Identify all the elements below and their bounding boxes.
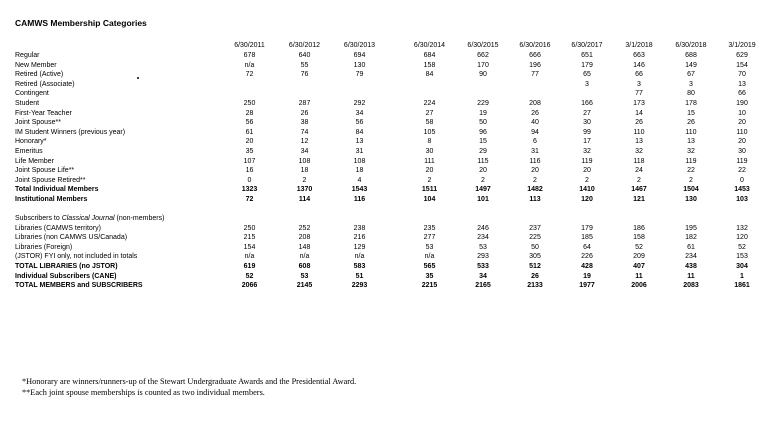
table-cell: 26 <box>635 119 643 127</box>
table-cell: 1453 <box>734 186 750 194</box>
table-cell: 186 <box>633 224 645 232</box>
table-cell: 2133 <box>527 282 543 290</box>
footnote-joint-spouse: **Each joint spouse memberships is counted as two individual members. <box>22 388 265 397</box>
table-row <box>15 99 767 109</box>
table-cell: 55 <box>300 61 309 69</box>
table-cell: 2066 <box>241 282 258 290</box>
table-cell: 2 <box>427 176 432 184</box>
table-cell: 132 <box>736 224 748 232</box>
row-label: Joint Spouse Retired** <box>15 176 86 184</box>
row-label: Contingent <box>15 90 49 98</box>
table-cell: 8 <box>427 138 432 146</box>
table-cell: 66 <box>738 90 746 98</box>
row-label: TOTAL MEMBERS and SUBSCRIBERS <box>15 282 143 290</box>
table-cell: 120 <box>736 234 748 242</box>
table-cell: 53 <box>300 272 309 280</box>
table-cell: 533 <box>477 263 489 271</box>
table-cell: 119 <box>581 157 593 165</box>
table-cell: 24 <box>635 167 643 175</box>
table-cell: 35 <box>425 272 434 280</box>
row-label: First-Year Teacher <box>15 109 72 117</box>
table-cell: 662 <box>477 52 489 59</box>
table-cell: 0 <box>740 176 744 184</box>
table-cell: 130 <box>353 61 366 69</box>
table-cell: 250 <box>243 99 256 107</box>
table-cell: 110 <box>685 128 697 136</box>
table-cell <box>332 80 387 90</box>
table-cell: 110 <box>736 128 748 136</box>
table-cell: 26 <box>300 109 309 117</box>
table-cell: 15 <box>687 109 695 117</box>
column-header: 3/1/2019 <box>728 42 756 49</box>
table-cell: 305 <box>529 253 541 261</box>
table-row <box>15 70 767 80</box>
table-cell: 208 <box>529 99 541 107</box>
table-cell: n/a <box>299 253 310 261</box>
table-cell: 53 <box>479 243 487 251</box>
table-cell: 225 <box>529 234 541 242</box>
table-cell: 79 <box>355 71 364 79</box>
row-label: Libraries (non CAMWS US/Canada) <box>15 234 128 242</box>
row-label: Joint Spouse Life** <box>15 167 75 175</box>
table-cell: 32 <box>635 147 643 155</box>
table-cell: 77 <box>531 71 539 79</box>
table-cell: 154 <box>736 61 748 69</box>
table-row <box>15 80 767 90</box>
table-cell: 13 <box>635 138 643 146</box>
table-cell: 56 <box>245 119 254 127</box>
table-cell: 20 <box>425 167 434 175</box>
table-cell: 34 <box>300 147 309 155</box>
table-cell: 224 <box>423 99 436 107</box>
table-cell: 115 <box>477 157 489 165</box>
subscriber-header: Subscribers to Classical Journal (non-members) <box>15 215 165 223</box>
table-cell: 2083 <box>683 282 699 290</box>
table-cell: 304 <box>736 263 748 271</box>
spacer-rows <box>15 205 767 224</box>
table-cell: 90 <box>479 71 487 79</box>
table-cell: 583 <box>353 263 366 271</box>
table-cell: 13 <box>355 138 364 146</box>
table-cell: 209 <box>633 253 645 261</box>
footnote-honorary: *Honorary are winners/runners-up of the Stewart Undergraduate Awards and the Presidential Award. <box>22 377 357 386</box>
membership-table <box>15 40 767 291</box>
table-cell: 19 <box>479 109 487 117</box>
table-cell <box>457 89 509 99</box>
table-cell: 28 <box>245 109 254 117</box>
table-cell <box>509 80 561 90</box>
table-cell: 84 <box>355 128 364 136</box>
table-cell: 2293 <box>351 282 368 290</box>
row-label: Regular <box>15 52 40 59</box>
table-cell <box>402 89 457 99</box>
column-header: 6/30/2017 <box>571 42 603 49</box>
table-cell: 226 <box>581 253 593 261</box>
table-cell: 66 <box>635 71 643 79</box>
table-cell: 27 <box>583 109 591 117</box>
table-row <box>15 252 767 262</box>
table-cell: 1410 <box>579 186 595 194</box>
table-cell: 104 <box>423 195 436 203</box>
table-cell: 407 <box>633 263 645 271</box>
column-header: 6/30/2014 <box>413 42 446 49</box>
table-cell: 40 <box>531 119 539 127</box>
table-cell: 2165 <box>475 282 491 290</box>
table-cell: 22 <box>738 167 746 175</box>
table-cell: 666 <box>529 52 541 59</box>
table-cell: 293 <box>477 253 489 261</box>
table-row <box>15 272 767 282</box>
table-cell: 238 <box>353 224 366 232</box>
table-cell: 3 <box>585 80 589 88</box>
table-cell <box>509 89 561 99</box>
table-cell: n/a <box>354 253 365 261</box>
table-cell: 2215 <box>421 282 438 290</box>
table-cell: 3 <box>689 80 693 88</box>
table-cell: 4 <box>357 176 362 184</box>
table-cell: 2 <box>302 176 307 184</box>
row-label: Emeritus <box>15 147 43 155</box>
table-cell: 2 <box>689 176 693 184</box>
table-cell: 51 <box>355 272 364 280</box>
table-cell: 1543 <box>351 186 368 194</box>
table-cell: 101 <box>477 195 489 203</box>
table-cell: 30 <box>738 147 746 155</box>
row-label: Total Individual Members <box>15 186 99 194</box>
table-cell: 30 <box>583 119 591 127</box>
table-cell: 1467 <box>631 186 647 194</box>
column-header: 6/30/2015 <box>467 42 499 49</box>
table-cell: 6 <box>533 138 537 146</box>
table-row <box>15 176 767 186</box>
table-cell: 149 <box>685 61 697 69</box>
table-cell: 216 <box>353 234 366 242</box>
table-cell: 608 <box>298 263 311 271</box>
row-label: Individual Subscribers (CANE) <box>15 272 117 280</box>
table-cell: 170 <box>477 61 489 69</box>
table-cell: 148 <box>298 243 311 251</box>
table-cell: 1 <box>740 272 744 280</box>
table-cell: 118 <box>633 157 645 165</box>
table-cell: 121 <box>633 195 645 203</box>
row-label: TOTAL LIBRARIES (no JSTOR) <box>15 263 118 271</box>
table-cell: 678 <box>243 52 256 59</box>
table-cell <box>222 80 277 90</box>
table-cell: 35 <box>245 147 254 155</box>
table-cell: 67 <box>687 71 695 79</box>
table-cell: 287 <box>298 99 311 107</box>
table-cell: 154 <box>243 243 256 251</box>
table-cell <box>561 89 613 99</box>
table-cell: 190 <box>736 99 748 107</box>
table-cell: 2 <box>637 176 641 184</box>
table-cell: 50 <box>479 119 487 127</box>
row-label: Retired (Active) <box>15 71 64 79</box>
table-cell: 1511 <box>421 186 438 194</box>
table-cell: 18 <box>355 167 364 175</box>
table-cell: 196 <box>529 61 541 69</box>
column-header: 6/30/2018 <box>675 42 707 49</box>
table-cell: 1861 <box>734 282 750 290</box>
row-label: IM Student Winners (previous year) <box>15 128 126 136</box>
table-cell: 130 <box>685 195 697 203</box>
row-label: Libraries (CAMWS territory) <box>15 224 101 232</box>
table-cell: 1482 <box>527 186 543 194</box>
table-cell: 31 <box>355 147 364 155</box>
table-cell: 27 <box>425 109 434 117</box>
row-label: Honorary* <box>15 138 47 146</box>
table-cell: 179 <box>581 61 593 69</box>
table-cell: 103 <box>736 195 748 203</box>
table-cell <box>222 89 277 99</box>
table-cell: 2145 <box>296 282 313 290</box>
row-label: Libraries (Foreign) <box>15 243 73 251</box>
table-cell: 17 <box>583 138 591 146</box>
table-row <box>15 243 767 253</box>
table-cell: 52 <box>245 272 254 280</box>
table-cell: 640 <box>298 52 311 59</box>
row-label: (JSTOR) FYI only, not included in totals <box>15 253 138 261</box>
table-cell: 234 <box>685 253 697 261</box>
table-cell: 61 <box>687 243 695 251</box>
table-cell: 2006 <box>631 282 647 290</box>
table-cell: 26 <box>687 119 695 127</box>
table-cell: 22 <box>687 167 695 175</box>
table-row <box>15 224 767 234</box>
table-cell: 114 <box>298 195 311 203</box>
table-cell: 52 <box>635 243 643 251</box>
table-cell: 107 <box>243 157 256 165</box>
table-cell: 20 <box>531 167 539 175</box>
table-cell: 20 <box>738 119 746 127</box>
table-cell: 72 <box>245 71 254 79</box>
table-cell: 96 <box>479 128 487 136</box>
table-cell: 1504 <box>683 186 699 194</box>
table-cell: 19 <box>583 272 591 280</box>
table-cell: 108 <box>353 157 366 165</box>
row-label: Life Member <box>15 157 54 165</box>
column-header: 3/1/2018 <box>625 42 653 49</box>
table-cell: 70 <box>738 71 746 79</box>
table-cell: 58 <box>425 119 434 127</box>
table-cell: 292 <box>353 99 366 107</box>
table-cell: n/a <box>244 61 255 69</box>
table-cell: 153 <box>736 253 748 261</box>
table-cell: 13 <box>687 138 695 146</box>
table-cell: 229 <box>477 99 489 107</box>
table-cell: 1370 <box>296 186 313 194</box>
column-header: 6/30/2013 <box>343 42 376 49</box>
table-cell: 72 <box>245 195 254 203</box>
table-cell: 50 <box>531 243 539 251</box>
table-cell: 29 <box>479 147 487 155</box>
table-cell: 61 <box>245 128 254 136</box>
footnotes <box>22 376 356 398</box>
subscriber-header-row <box>15 214 767 224</box>
header-row <box>15 40 767 51</box>
table-cell: 31 <box>531 147 539 155</box>
table-cell: 52 <box>738 243 746 251</box>
table-cell: 235 <box>423 224 436 232</box>
table-row <box>15 195 767 205</box>
table-cell: 94 <box>531 128 539 136</box>
table-cell: 34 <box>355 109 364 117</box>
table-cell: 694 <box>353 52 366 59</box>
table-row <box>15 233 767 243</box>
table-cell: 20 <box>583 167 591 175</box>
table-cell: 99 <box>583 128 591 136</box>
table-cell: 16 <box>245 167 254 175</box>
row-label: New Member <box>15 61 57 69</box>
row-label: Joint Spouse** <box>15 119 61 127</box>
table-cell: 65 <box>583 71 591 79</box>
table-cell: 116 <box>353 195 366 203</box>
table-cell <box>277 89 332 99</box>
table-cell: n/a <box>424 253 435 261</box>
table-cell: 179 <box>581 224 593 232</box>
table-cell <box>277 80 332 90</box>
table-cell: 2 <box>585 176 589 184</box>
table-cell: 64 <box>583 243 591 251</box>
column-header: 6/30/2012 <box>288 42 321 49</box>
table-cell <box>457 80 509 90</box>
table-cell: 32 <box>583 147 591 155</box>
table-row <box>15 157 767 167</box>
table-cell: 26 <box>531 272 539 280</box>
table-row <box>15 185 767 195</box>
table-cell: 158 <box>423 61 436 69</box>
table-cell: 20 <box>245 138 254 146</box>
table-cell: 30 <box>425 147 434 155</box>
table-cell: 185 <box>581 234 593 242</box>
table-cell <box>402 80 457 90</box>
table-cell: 12 <box>300 138 309 146</box>
table-cell: 80 <box>687 90 695 98</box>
table-cell: 53 <box>425 243 434 251</box>
table-cell: 111 <box>424 157 435 165</box>
table-cell: 2 <box>533 176 537 184</box>
table-cell: 173 <box>633 99 645 107</box>
table-cell: 56 <box>355 119 364 127</box>
table-cell: 438 <box>685 263 697 271</box>
table-cell: 113 <box>529 195 541 203</box>
table-row <box>15 281 767 291</box>
table-cell: 116 <box>529 157 541 165</box>
table-row <box>15 61 767 71</box>
table-cell: 11 <box>687 272 695 280</box>
table-cell: 1323 <box>241 186 258 194</box>
table-cell: 158 <box>633 234 645 242</box>
table-cell: 77 <box>635 90 643 98</box>
table-row <box>15 89 767 99</box>
column-header: 6/30/2011 <box>234 42 265 49</box>
table-cell: 26 <box>531 109 539 117</box>
table-cell: 13 <box>738 80 746 88</box>
table-row <box>15 262 767 272</box>
table-cell: 651 <box>581 52 593 59</box>
table-cell: 38 <box>300 119 309 127</box>
table-cell: 182 <box>685 234 697 242</box>
table-cell: 34 <box>479 272 487 280</box>
table-cell: 14 <box>635 109 643 117</box>
table-cell: 105 <box>423 128 436 136</box>
table-cell: 120 <box>581 195 593 203</box>
table-cell: 84 <box>425 71 434 79</box>
table-cell: 688 <box>685 52 697 59</box>
table-row <box>15 147 767 157</box>
table-cell: 277 <box>423 234 436 242</box>
column-header: 6/30/2016 <box>519 42 551 49</box>
table-cell: 428 <box>581 263 593 271</box>
table-row <box>15 137 767 147</box>
row-label: Student <box>15 99 40 107</box>
page-title: CAMWS Membership Categories <box>15 18 147 28</box>
table-cell: 74 <box>300 128 309 136</box>
table-cell: 619 <box>243 263 256 271</box>
table-cell: 20 <box>479 167 487 175</box>
table-cell: 178 <box>685 99 697 107</box>
table-cell: 129 <box>353 243 366 251</box>
table-cell: 629 <box>736 52 748 59</box>
table-cell: 166 <box>581 99 593 107</box>
table-cell: 663 <box>633 52 645 59</box>
table-cell: 1497 <box>475 186 491 194</box>
table-cell: 20 <box>738 138 746 146</box>
table-cell: 246 <box>477 224 489 232</box>
table-cell: n/a <box>244 253 255 261</box>
table-cell: 250 <box>243 224 256 232</box>
table-cell: 10 <box>738 109 746 117</box>
table-cell: 684 <box>423 52 436 59</box>
table-cell <box>332 89 387 99</box>
table-cell: 108 <box>298 157 311 165</box>
table-cell: 234 <box>477 234 489 242</box>
table-cell: 18 <box>300 167 309 175</box>
table-cell: 76 <box>300 71 309 79</box>
table-cell: 215 <box>243 234 256 242</box>
table-cell: 110 <box>633 128 645 136</box>
row-label: Retired (Associate) <box>15 80 75 88</box>
table-cell: 15 <box>479 138 487 146</box>
subscriber-rows <box>15 224 767 291</box>
table-row <box>15 109 767 119</box>
table-row <box>15 51 767 61</box>
table-cell: 119 <box>685 157 697 165</box>
table-cell: 208 <box>298 234 311 242</box>
member-rows <box>15 51 767 205</box>
table-cell: 565 <box>423 263 436 271</box>
table-cell: 0 <box>247 176 252 184</box>
row-label: Institutional Members <box>15 195 88 203</box>
table-row <box>15 166 767 176</box>
table-cell: 11 <box>635 272 643 280</box>
table-cell: 252 <box>298 224 311 232</box>
table-cell: 195 <box>685 224 697 232</box>
table-cell: 119 <box>736 157 748 165</box>
table-row <box>15 128 767 138</box>
table-cell: 3 <box>637 80 641 88</box>
table-cell: 32 <box>687 147 695 155</box>
table-cell: 146 <box>633 61 645 69</box>
table-row <box>15 118 767 128</box>
table-cell: 512 <box>529 263 541 271</box>
table-cell: 1977 <box>579 282 595 290</box>
table-cell: 237 <box>529 224 541 232</box>
table-cell: 2 <box>481 176 485 184</box>
